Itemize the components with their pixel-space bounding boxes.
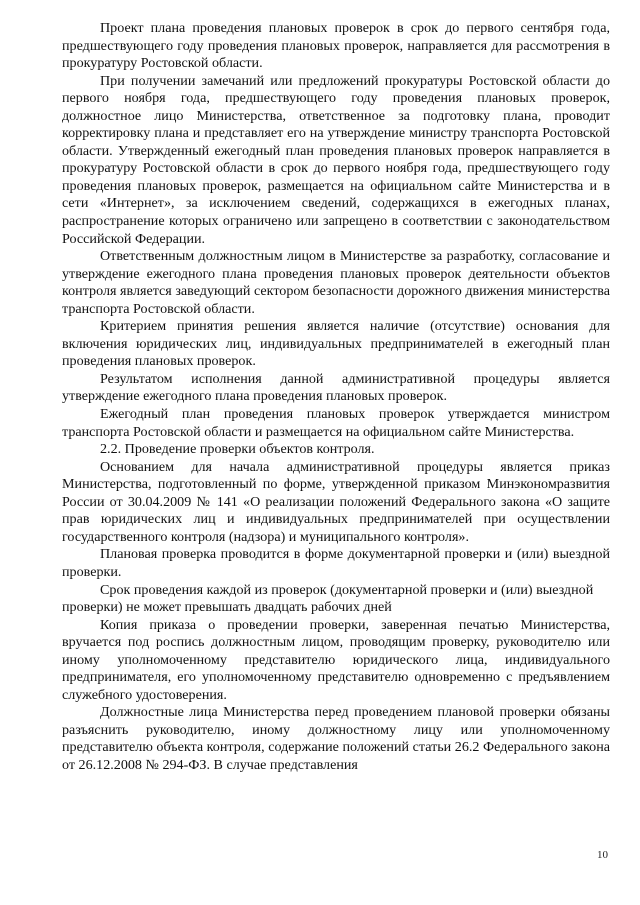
- paragraph-inspection-term: Срок проведения каждой из проверок (документарной проверки и (или) выездной проверки) не может превышать двадцать рабочих дней: [62, 581, 594, 616]
- paragraph-plan-approval: Ежегодный план проведения плановых проверок утверждается министром транспорта Ростовской области и размещается на официальном сайте Министерства.: [62, 406, 610, 440]
- paragraph-decision-criterion: Критерием принятия решения является наличие (отсутствие) основания для включения юридических лиц, индивидуальных предпринимателей в ежегодный план проведения плановых проверок.: [62, 318, 610, 370]
- paragraph-procedure-basis: Основанием для начала административной процедуры является приказ Министерства, подготовленный по форме, утвержденной приказом Минэкономразвития России от 30.04.2009 № 141 «О реализации положений Федерального закона «О защите прав юридических лиц и индивидуальных предпринимателей при осуществлении государственного контроля (надзора) и муниципального контроля».: [62, 458, 610, 545]
- section-heading-2-2: 2.2. Проведение проверки объектов контроля.: [100, 441, 375, 458]
- paragraph-inspection-form: Плановая проверка проводится в форме документарной проверки и (или) выездной проверки.: [62, 546, 610, 580]
- page-number: 10: [597, 849, 608, 861]
- paragraph-prosecutor-remarks: При получении замечаний или предложений прокуратуры Ростовской области до первого ноября года, предшествующего году проведения плановых проверок, должностное лицо Министерства, ответственное за подготовку плана, проводит корректировку плана и представляет его на утверждение министру транспорта Ростовской области. Утвержденный ежегодный план проведения плановых проверок направляется в прокуратуру Ростовской области в срок до первого ноября года, предшествующего году проведения плановых проверок, размещается на официальном сайте Министерства и в сети «Интернет», за исключением сведений, содержащихся в ежегодных планах, распространение которых ограничено или запрещено в соответствии с законодательством Российской Федерации.: [62, 72, 610, 247]
- paragraph-responsible-person: Ответственным должностным лицом в Министерстве за разработку, согласование и утверждение ежегодного плана проведения плановых проверок деятельности объектов контроля является заведующий сектором безопасности дорожного движения министерства транспорта Ростовской области.: [62, 248, 610, 317]
- document-body: [62, 20, 610, 775]
- paragraph-officials-duties: Должностные лица Министерства перед проведением плановой проверки обязаны разъяснить руководителю, иному должностному лицу или уполномоченному представителю объекта контроля, содержание положений статьи 26.2 Федерального закона от 26.12.2008 № 294-ФЗ. В случае представления: [62, 704, 610, 773]
- paragraph-plan-draft: Проект плана проведения плановых проверок в срок до первого сентября года, предшествующего году проведения плановых проверок, направляется для рассмотрения в прокуратуру Ростовской области.: [62, 20, 610, 72]
- paragraph-order-copy: Копия приказа о проведении проверки, заверенная печатью Министерства, вручается под роспись должностным лицом, проводящим проверку, руководителю или иному уполномоченному представителю юридического лица, индивидуального предпринимателя, его уполномоченному представителю одновременно с предъявлением служебного удостоверения.: [62, 616, 610, 703]
- paragraph-procedure-result: Результатом исполнения данной административной процедуры является утверждение ежегодного плана проведения плановых проверок.: [62, 370, 610, 405]
